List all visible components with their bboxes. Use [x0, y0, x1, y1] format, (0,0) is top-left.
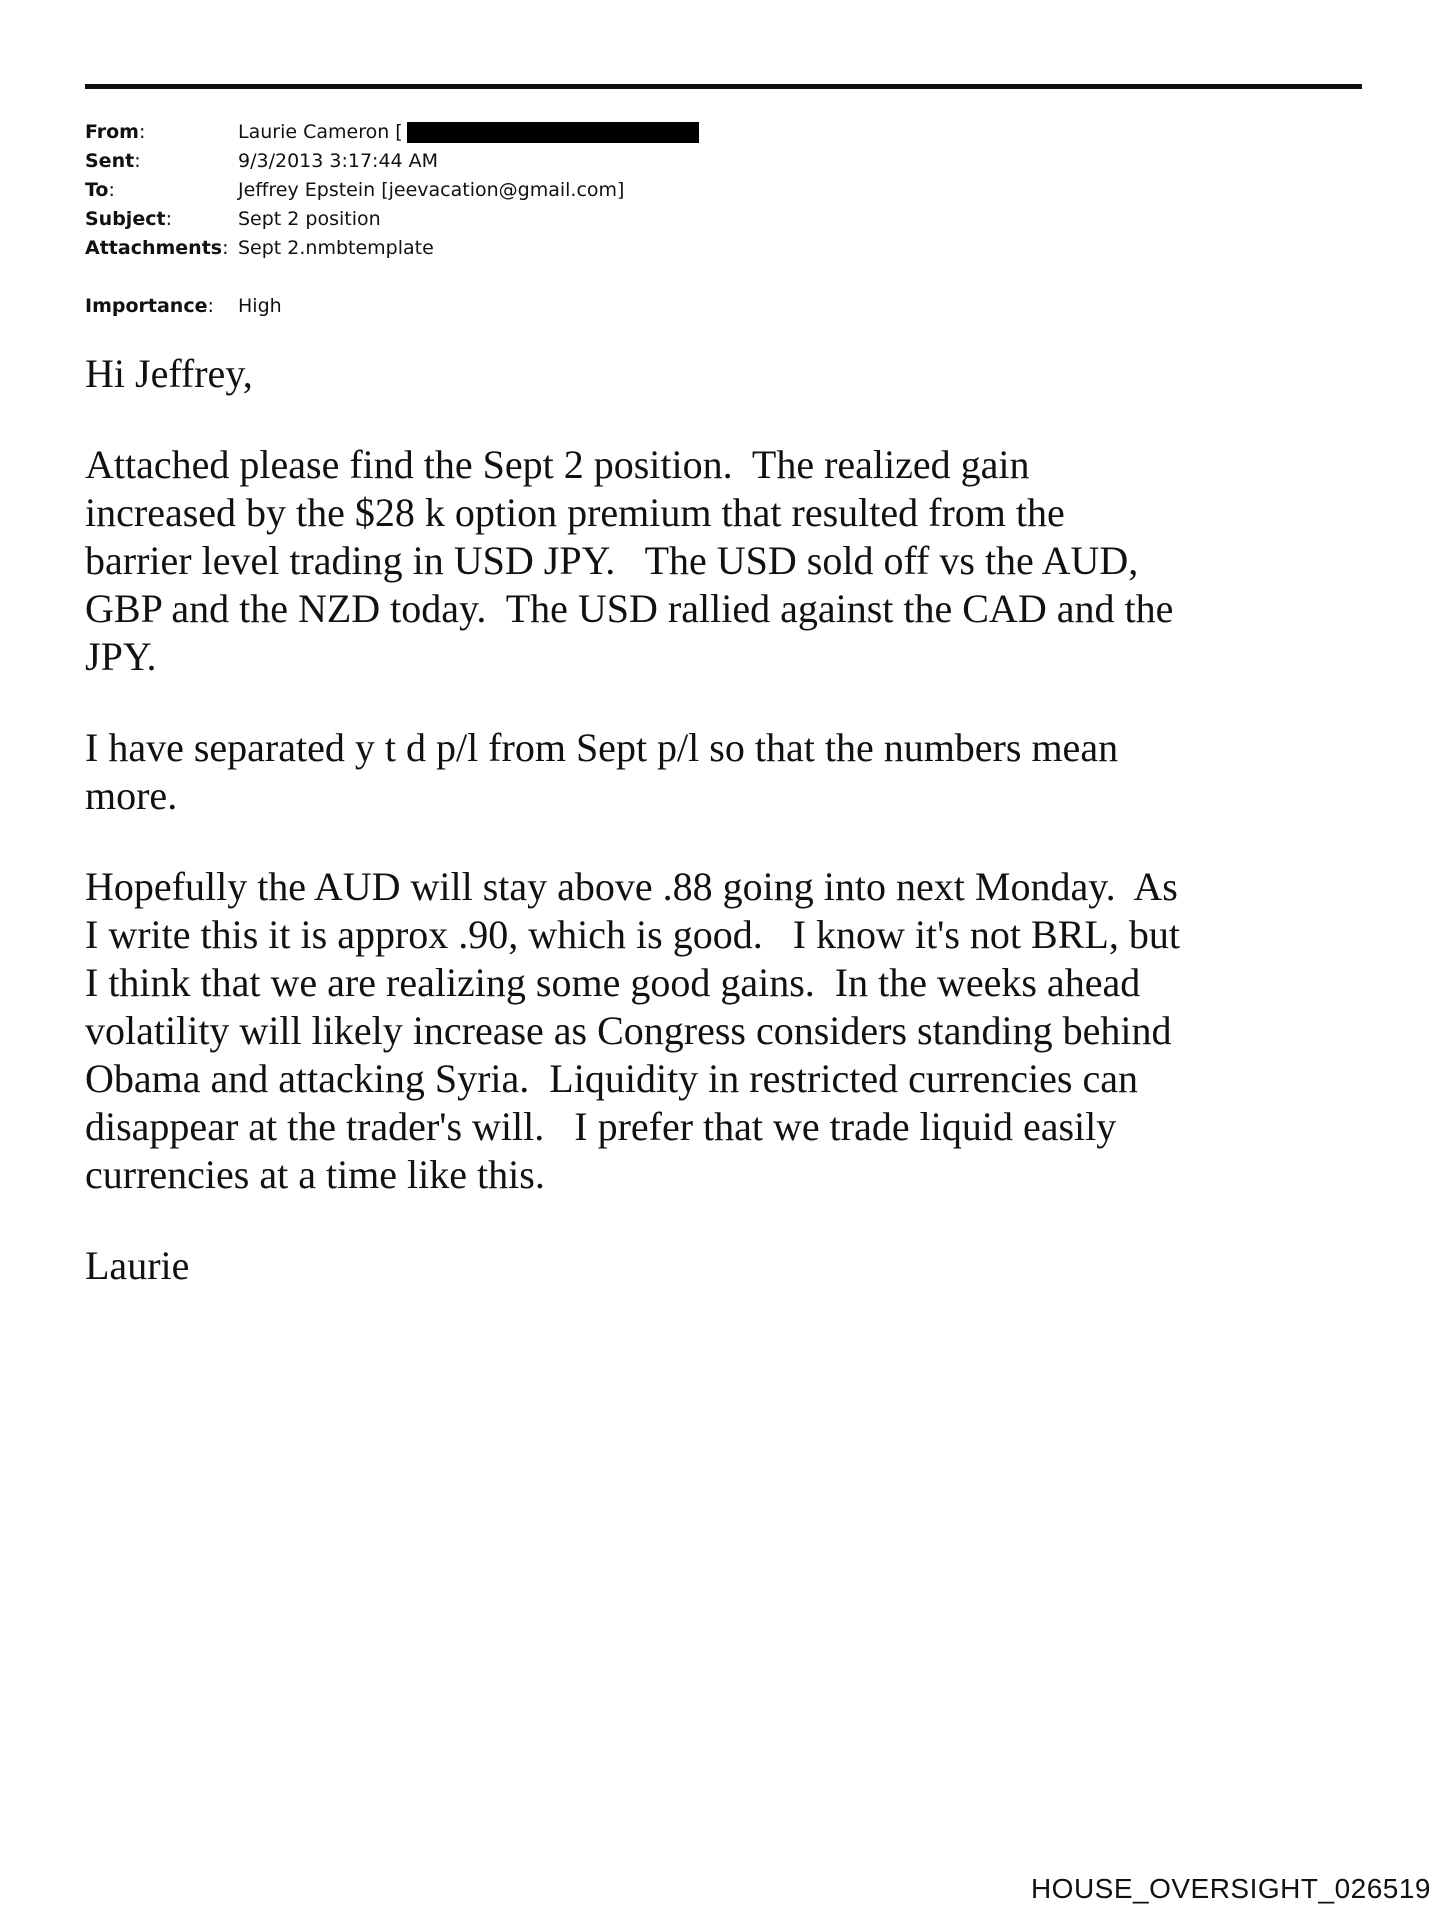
attachments-label: Attachments:: [85, 237, 229, 259]
subject-label: Subject:: [85, 208, 172, 230]
importance-row: [85, 292, 699, 321]
to-row: [85, 176, 699, 205]
attachment-file[interactable]: Sept 2.nmbtemplate: [238, 237, 434, 259]
email-body: [85, 350, 1375, 1290]
sent-label: Sent:: [85, 150, 141, 172]
body-paragraph-2: I have separated y t d p/l from Sept p/l so that the numbers mean more.: [85, 725, 1119, 818]
subject-row: [85, 205, 699, 234]
from-value: [238, 118, 699, 147]
bates-stamp: HOUSE_OVERSIGHT_026519: [1030, 1873, 1431, 1904]
to-label: To:: [85, 179, 115, 201]
importance-label: Importance:: [85, 295, 214, 317]
greeting: Hi Jeffrey,: [85, 351, 253, 396]
from-row: [85, 118, 699, 147]
sent-value: 9/3/2013 3:17:44 AM: [238, 150, 439, 172]
body-paragraph-1: Attached please find the Sept 2 position. The realized gain increased by the $28 k option premium that resulted from the barrier level trading in USD JPY. The USD sold off vs the AUD, GBP and the NZD today. The USD rallied against the CAD and the JPY.: [85, 442, 1174, 679]
to-value: Jeffrey Epstein [jeevacation@gmail.com]: [238, 179, 625, 201]
body-paragraph-3: Hopefully the AUD will stay above .88 going into next Monday. As I write this it is approx .90, which is good. I know it's not BRL, but I think that we are realizing some good gains. In the weeks ahead volatility will likely increase as Congress considers standing behind Obama and attacking Syria. Liquidity in restricted currencies can disappear at the trader's will. I prefer that we trade liquid easily currencies at a time like this.: [85, 864, 1180, 1197]
signature: Laurie: [85, 1243, 190, 1288]
from-label: From:: [85, 121, 146, 143]
importance-value: High: [238, 295, 282, 317]
subject-value: Sept 2 position: [238, 208, 381, 230]
from-sender: Laurie Cameron [: [238, 121, 403, 143]
email-header: [85, 118, 699, 321]
sent-row: [85, 147, 699, 176]
redaction-bar: [407, 122, 699, 143]
header-divider: [85, 84, 1362, 89]
attachments-row: [85, 234, 699, 263]
